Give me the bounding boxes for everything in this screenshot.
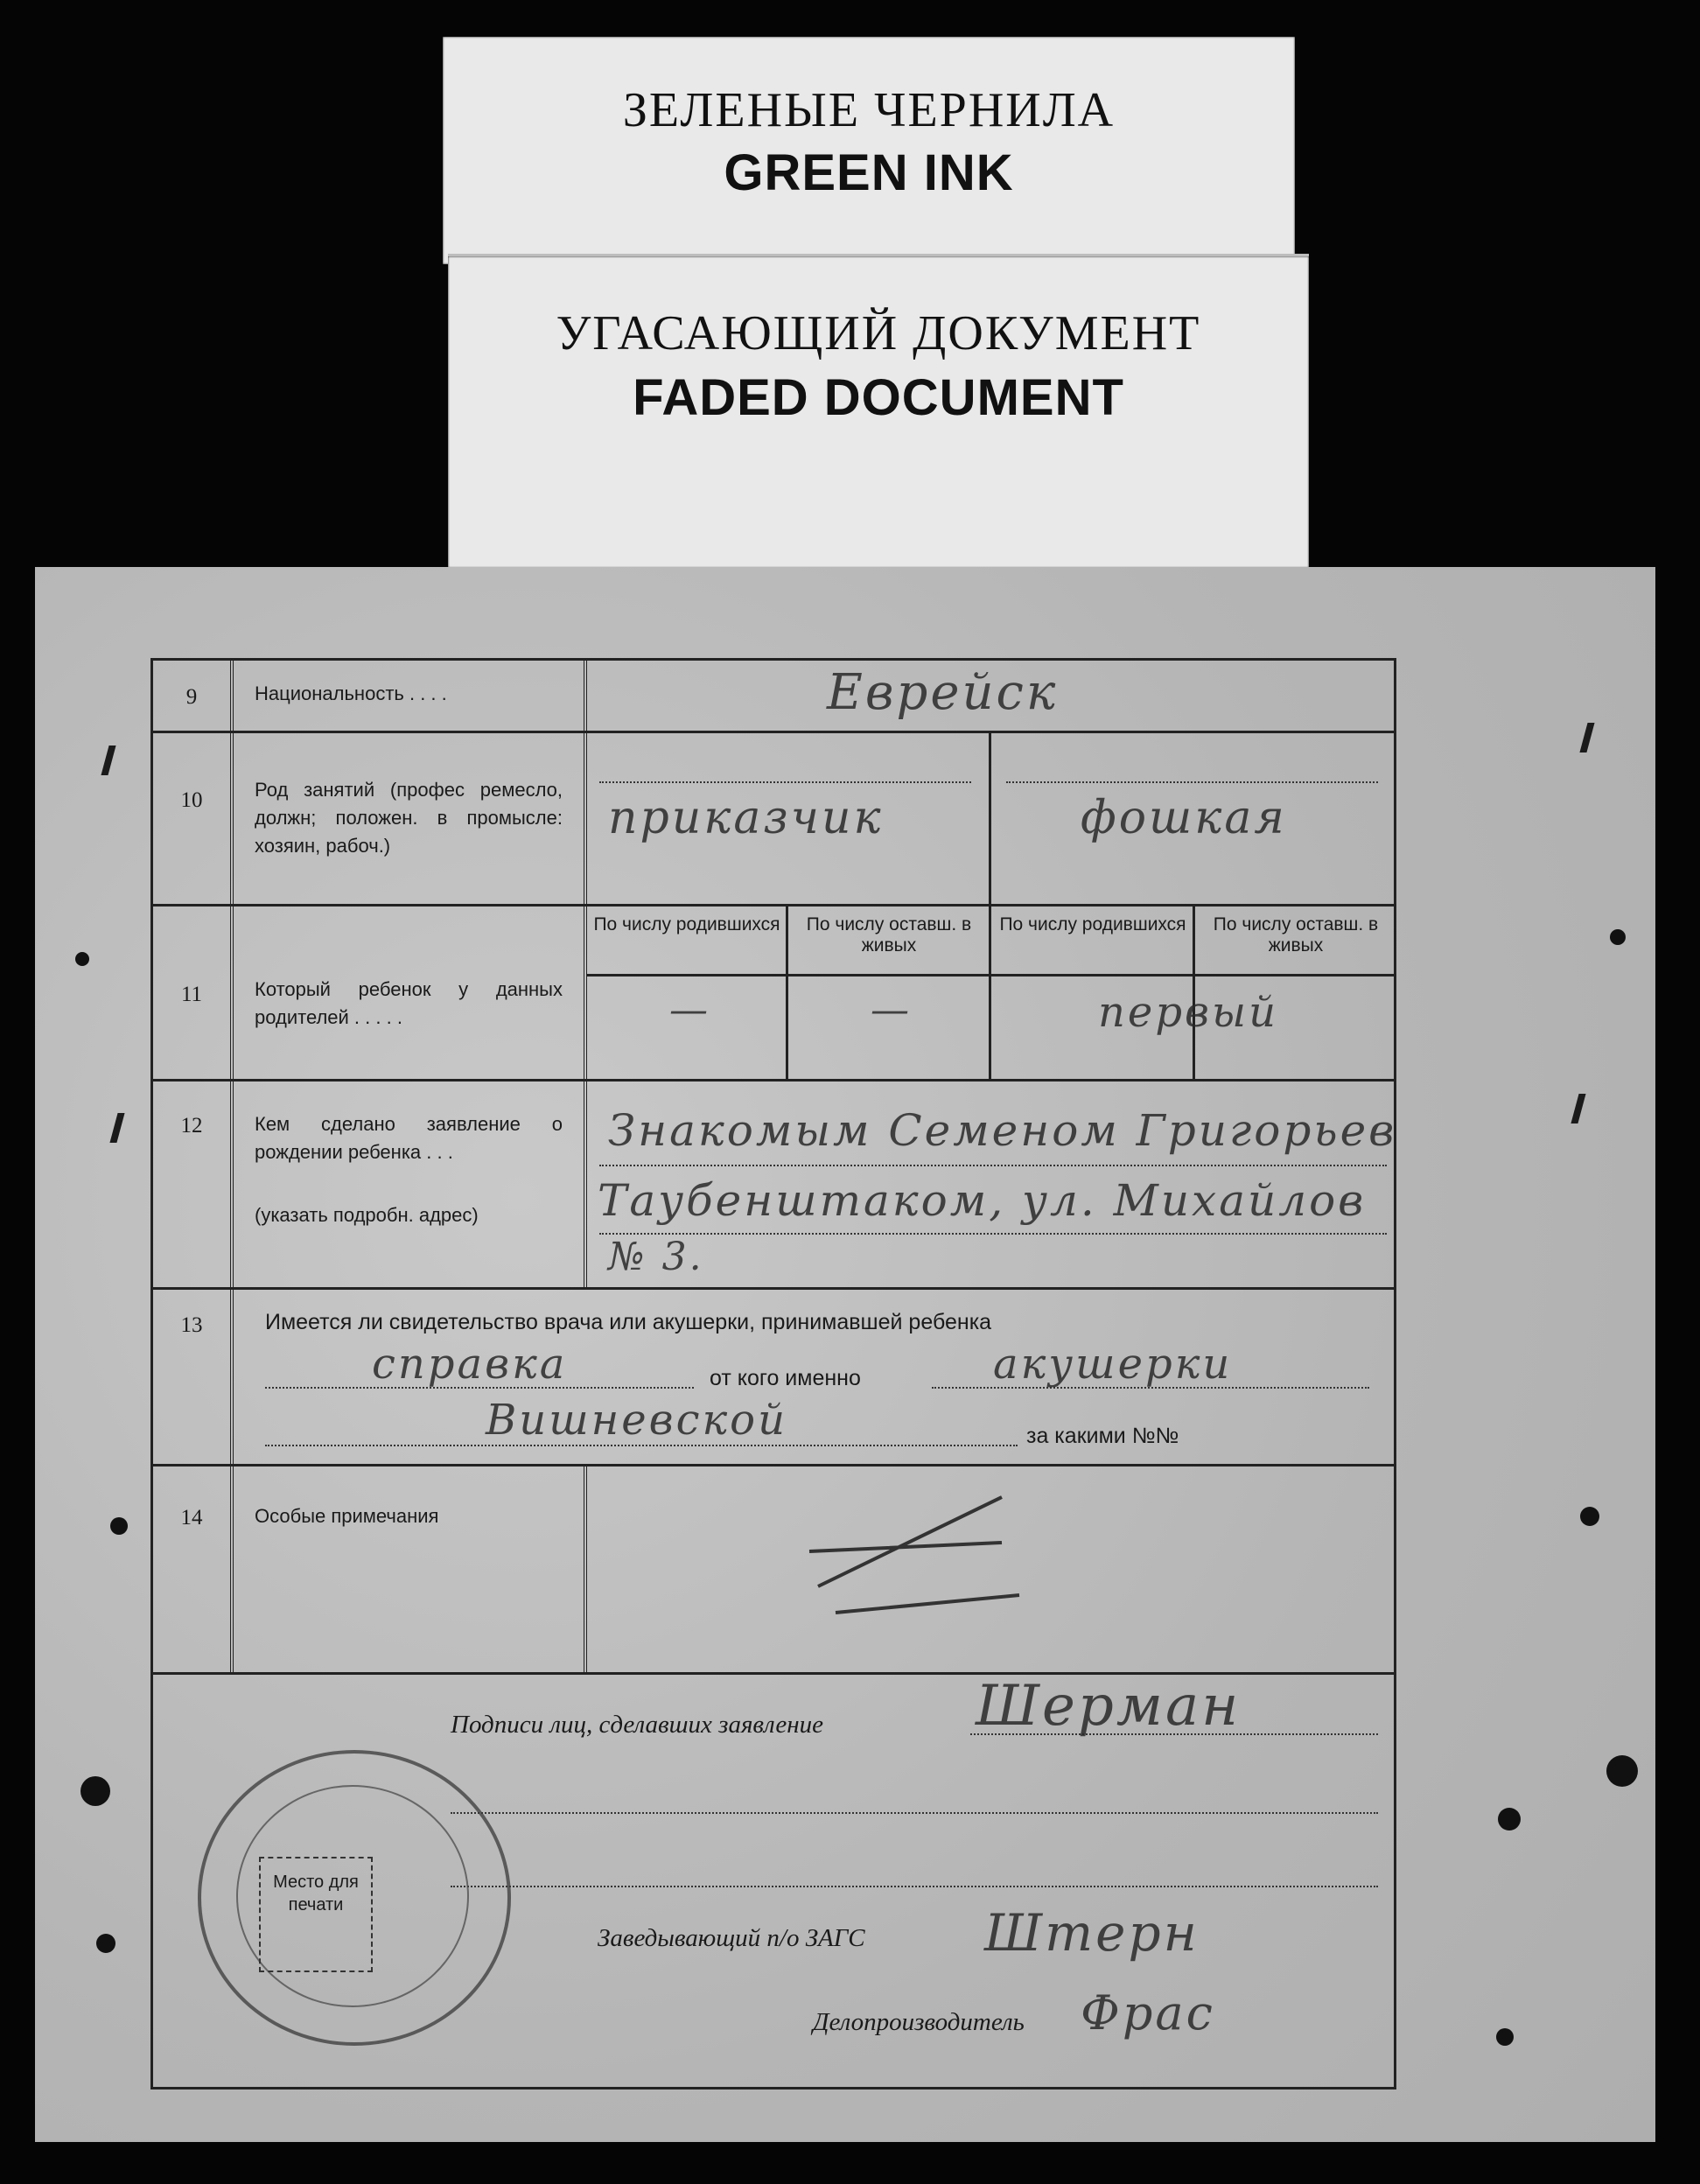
row-10-occupation [153,731,1394,906]
handwritten-alive-father: — [871,988,912,1032]
row-12-declarant [153,1079,1397,1290]
handwritten-declarant-line1: Знакомым Семеном Григорьев [608,1105,1397,1156]
row-number: 11 [180,983,203,1006]
punch-hole [1580,1507,1599,1526]
handwritten-declarant-line3: № 3. [608,1235,704,1279]
row-label: Особые примечания [255,1505,439,1527]
handwritten-certificate-name: Вишневской [486,1396,787,1445]
faded-en: FADED DOCUMENT [633,369,1124,426]
applicant-signature: Шерман [976,1674,1242,1739]
handwritten-born-mother: первый [1098,988,1278,1037]
faded-ru: УГАСАЮЩИЙ ДОКУМЕНТ [556,306,1201,360]
punch-hole [96,1934,115,1953]
green-ink-label-card [443,37,1295,264]
from-whom-label: от кого именно [710,1366,861,1390]
row-13-certificate [153,1287,1394,1466]
row-number: 10 [180,788,203,812]
zags-head-label: Заведывающий п/о ЗАГС [598,1924,865,1952]
handwritten-mother-occupation: фошкая [1081,792,1287,844]
punch-hole [80,1776,110,1806]
row-14-notes [153,1464,1394,1675]
handwritten-certificate-issuer: акушерки [993,1340,1233,1389]
row-label: Кем сделано заявление о рождении ребенка . . . [255,1113,563,1163]
row-label: Который ребенок у данных родителей . . . . . [255,978,563,1028]
subheader-born: По числу родившихся [593,914,780,934]
green-ink-en: GREEN INK [724,144,1014,201]
row-label: Национальность . . . . [255,682,447,704]
row-11-child-order [153,904,1394,1082]
row-number: 12 [180,1114,203,1138]
handwritten-declarant-line2: Таубенштаком, ул. Михайлов [598,1175,1367,1226]
punch-hole [75,952,89,966]
clerk-signature: Фрас [1081,1985,1215,2040]
handwritten-certificate-type: справка [372,1340,568,1389]
punch-hole [1610,929,1626,945]
row-9-nationality [153,661,1394,733]
strike-through-mark [801,1490,1028,1630]
seal-placeholder-box: Место для печати [259,1857,373,1972]
subheader-alive: По числу оставш. в живых [1213,914,1379,956]
applicants-signature-label: Подписи лиц, сделавших заявление [451,1711,824,1739]
handwritten-nationality: Еврейск [827,664,1059,721]
row-number: 9 [185,685,198,709]
handwritten-father-occupation: приказчик [608,792,884,844]
punch-hole [1498,1808,1521,1830]
subheader-alive: По числу оставш. в живых [806,914,972,956]
handwritten-born-father: — [669,988,710,1032]
row-number: 14 [180,1506,203,1530]
punch-hole [110,1517,128,1535]
row-label: Род занятий (профес ремесло, должн; положен. в промысле: хозяин, рабоч.) [255,779,563,857]
subheader-born: По числу родившихся [999,914,1186,934]
green-ink-ru: ЗЕЛЕНЫЕ ЧЕРНИЛА [622,83,1116,137]
clerk-label: Делопроизводитель [813,2008,1025,2036]
row-number: 13 [180,1313,203,1337]
row-label: Имеется ли свидетельство врача или акушерки, принимавшей ребенка [265,1310,992,1334]
zags-head-signature: Штерн [984,1903,1200,1963]
faded-document-label-card [448,254,1309,568]
punch-hole [1496,2028,1514,2046]
punch-hole [1606,1755,1638,1787]
row-label-address: (указать подробн. адрес) [255,1204,479,1226]
by-number-label: за какими №№ [1026,1424,1179,1448]
